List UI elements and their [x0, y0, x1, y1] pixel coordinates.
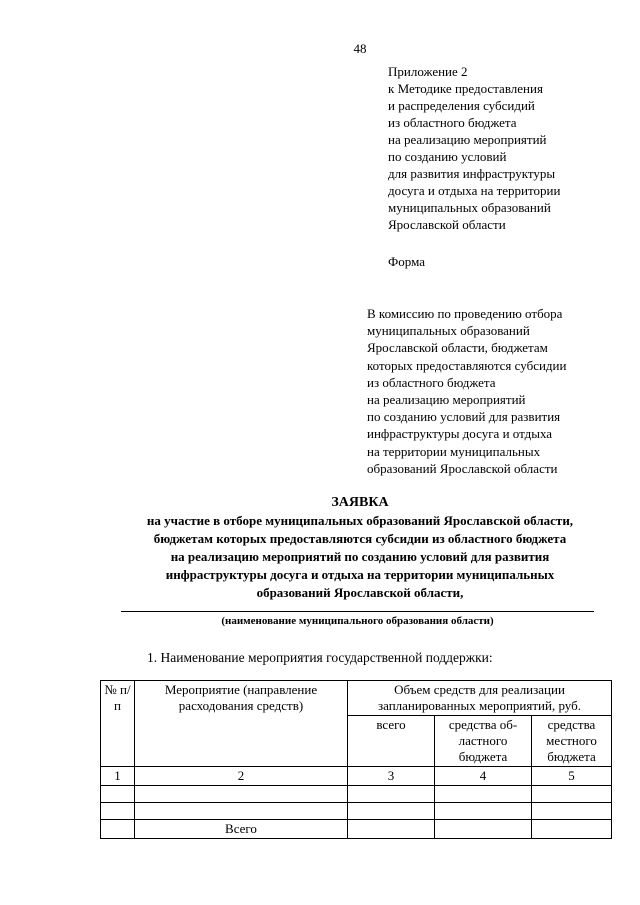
appendix-line: досуга и отдыха на территории [388, 183, 561, 198]
index-cell: 4 [435, 767, 532, 786]
index-row [101, 767, 612, 786]
table-cell[interactable] [532, 820, 612, 839]
title-line: на реализацию мероприятий по созданию условий для развития [170, 549, 550, 564]
municipality-name-hint: (наименование муниципального образования области) [221, 615, 494, 627]
header-total: всего [348, 716, 435, 767]
appendix-line: по созданию условий [388, 149, 507, 164]
table-cell[interactable] [101, 803, 135, 820]
events-table [100, 680, 612, 839]
addressee-line: Ярославской области, бюджетам [367, 340, 548, 356]
appendix-line: к Методике предоставления [388, 81, 543, 96]
header-amount-group: Объем средств для реализации запланированных мероприятий, руб. [348, 681, 612, 716]
header-regional-budget: средства об-ластного бюджета [435, 716, 532, 767]
addressee-line: которых предоставляются субсидии [367, 357, 567, 373]
table-cell[interactable] [348, 786, 435, 803]
index-cell: 3 [348, 767, 435, 786]
table-cell[interactable] [101, 786, 135, 803]
title-heading: ЗАЯВКА [331, 495, 389, 510]
table-cell[interactable] [135, 803, 348, 820]
addressee-line: из областного бюджета [367, 374, 496, 390]
addressee-line: по созданию условий для развития [367, 409, 561, 425]
form-label: Форма [388, 254, 425, 269]
total-label: Всего [135, 820, 348, 839]
table-cell[interactable] [532, 803, 612, 820]
addressee-line: образований Ярославской области [367, 460, 558, 476]
index-cell: 2 [135, 767, 348, 786]
page-number: 48 [353, 41, 367, 56]
table-cell[interactable] [435, 820, 532, 839]
appendix-line: на реализацию мероприятий [388, 132, 547, 147]
title-line: бюджетам которых предоставляются субсидии из областного бюджета [153, 531, 567, 546]
index-cell: 5 [532, 767, 612, 786]
appendix-note [388, 63, 560, 233]
table-cell[interactable] [435, 803, 532, 820]
municipality-name-blank[interactable] [121, 611, 594, 612]
addressee-block [367, 305, 566, 477]
table-cell[interactable] [101, 820, 135, 839]
index-cell: 1 [101, 767, 135, 786]
header-local-budget: средства местного бюджета [532, 716, 612, 767]
application-title [100, 494, 620, 602]
table-cell[interactable] [348, 803, 435, 820]
header-number: № п/п [101, 681, 135, 767]
addressee-line: на реализацию мероприятий [367, 392, 526, 408]
addressee-line: В комиссию по проведению отбора [367, 306, 563, 321]
total-row [101, 820, 612, 839]
title-line: образований Ярославской области, [256, 585, 464, 600]
appendix-line: из областного бюджета [388, 115, 517, 130]
table-row [101, 786, 612, 803]
table-cell[interactable] [532, 786, 612, 803]
title-line: инфраструктуры досуга и отдыха на территории муниципальных [165, 567, 555, 582]
appendix-line: для развития инфраструктуры [388, 166, 556, 181]
header-event: Мероприятие (направление расходования средств) [135, 681, 348, 767]
table-cell[interactable] [435, 786, 532, 803]
addressee-line: на территории муниципальных [367, 443, 541, 459]
table-cell[interactable] [348, 820, 435, 839]
addressee-line: инфраструктуры досуга и отдыха [367, 426, 553, 442]
appendix-line: Приложение 2 [388, 64, 468, 79]
table-cell[interactable] [135, 786, 348, 803]
appendix-line: муниципальных образований [388, 200, 551, 215]
appendix-line: и распределения субсидий [388, 98, 535, 113]
appendix-line: Ярославской области [388, 217, 506, 232]
addressee-line: муниципальных образований [367, 323, 530, 339]
title-line: на участие в отборе муниципальных образований Ярославской области, [146, 513, 574, 528]
section-heading: 1. Наименование мероприятия государственной поддержки: [147, 650, 493, 665]
table-row [101, 803, 612, 820]
